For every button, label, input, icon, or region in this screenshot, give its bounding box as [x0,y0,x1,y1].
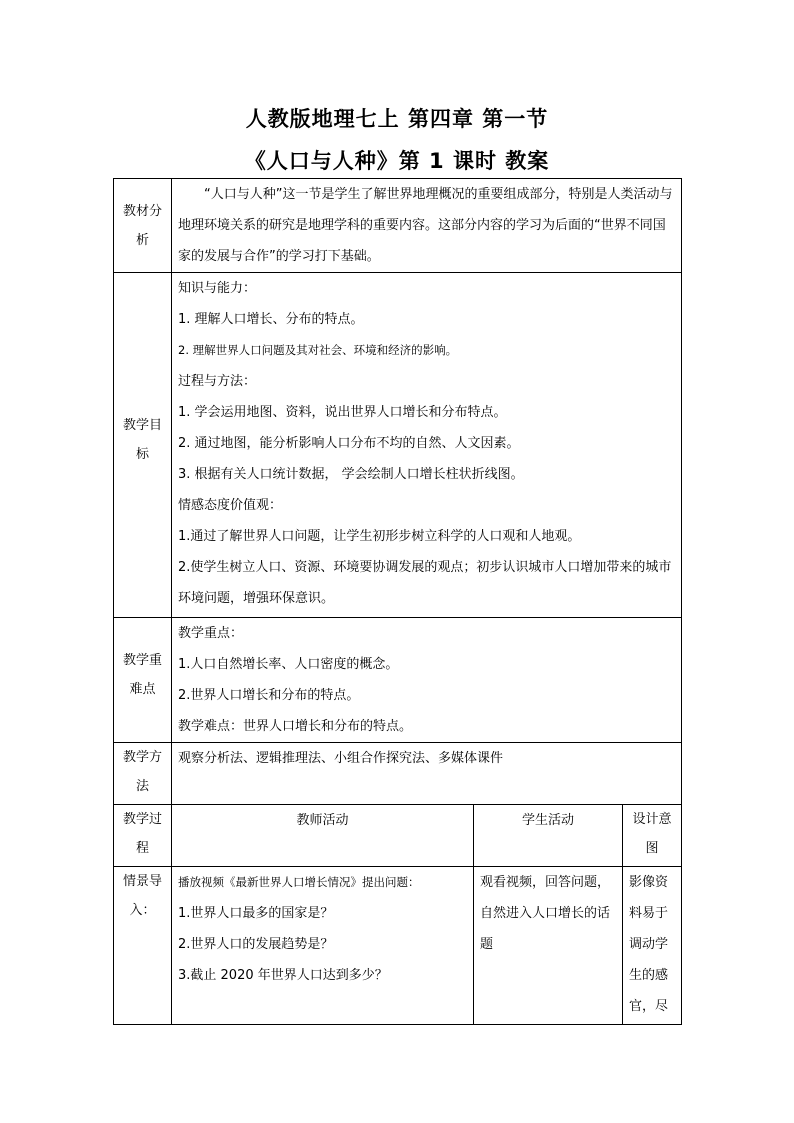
intro-teacher-content [172,867,474,1025]
keypoints-content [172,618,682,743]
intro-teacher-1: 1.世界人口最多的国家是？ [178,906,334,921]
header-intent: 设计意图 [623,805,682,867]
row-process-header [114,805,682,867]
label-analysis: 教材分析 [114,179,172,273]
intro-teacher-2: 2.世界人口的发展趋势是？ [178,937,334,952]
goals-emotion-1: 1.通过了解世界人口问题，让学生初形步树立科学的人口观和人地观。 [178,529,581,544]
goals-heading-knowledge: 知识与能力： [178,281,257,296]
keypoints-heading: 教学重点： [178,626,244,641]
goals-process-1: 1. 学会运用地图、资料，说出世界人口增长和分布特点。 [178,405,507,420]
goals-heading-emotion: 情感态度价值观： [178,498,283,513]
methods-text: 观察分析法、逻辑推理法、小组合作探究法、多媒体课件 [172,743,682,805]
goals-knowledge-1: 1. 理解人口增长、分布的特点。 [178,312,364,327]
label-methods: 教学方法 [114,743,172,805]
goals-emotion-2: 2.使学生树立人口、资源、环境要协调发展的观点；初步认识城市人口增加带来的城市环境问题，增强环保意识。 [178,560,672,606]
lesson-plan-table [113,178,682,1025]
keypoints-item-1: 1.人口自然增长率、人口密度的概念。 [178,657,399,672]
intro-teacher-0: 播放视频《最新世界人口增长情况》提出问题： [178,875,420,889]
goals-process-2: 2. 通过地图，能分析影响人口分布不均的自然、人文因素。 [178,436,520,451]
row-keypoints [114,618,682,743]
row-intro [114,867,682,1025]
goals-knowledge-2: 2. 理解世界人口问题及其对社会、环境和经济的影响。 [178,343,458,357]
keypoints-item-2: 2.世界人口增长和分布的特点。 [178,688,360,703]
header-teacher: 教师活动 [172,805,474,867]
label-keypoints: 教学重难点 [114,618,172,743]
document-title-line1: 人教版地理七上 第四章 第一节 [245,107,549,131]
intro-student: 观看视频，回答问题，自然进入人口增长的话题 [474,867,623,1025]
header-student: 学生活动 [474,805,623,867]
difficulty-text: 教学难点：世界人口增长和分布的特点。 [178,719,413,734]
intro-teacher-3: 3.截止 2020 年世界人口达到多少？ [178,968,388,983]
analysis-text: “人口与人种”这一节是学生了解世界地理概况的重要组成部分，特别是人类活动与地理环境关系的研究是地理学科的重要内容。这部分内容的学习为后面的“世界不同国家的发展与合作”的学习打下基础。 [172,179,682,273]
document-title-line2: 《人口与人种》第 1 课时 教案 [244,149,550,173]
label-goals: 教学目标 [114,273,172,618]
goals-process-3: 3. 根据有关人口统计数据， 学会绘制人口增长柱状折线图。 [178,467,524,482]
goals-heading-process: 过程与方法： [178,374,257,389]
row-goals [114,273,682,618]
row-analysis [114,179,682,273]
label-process: 教学过程 [114,805,172,867]
goals-content [172,273,682,618]
label-intro: 情景导入： [114,867,172,1025]
intro-intent: 影像资料易于调动学生的感官，尽 [623,867,682,1025]
row-methods [114,743,682,805]
